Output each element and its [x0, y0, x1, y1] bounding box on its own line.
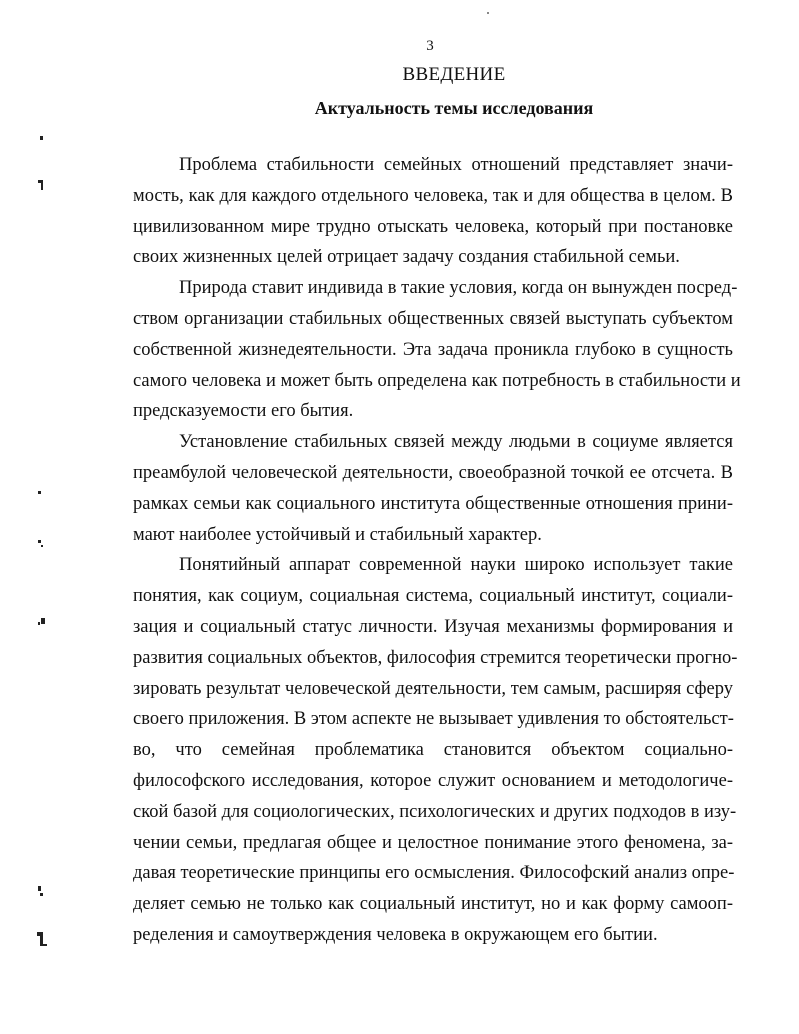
text-line: зация и социальный статус личности. Изучая механизмы формирования и	[133, 616, 733, 637]
binding-mark	[41, 618, 45, 624]
text-line: цивилизованном мире трудно отыскать человека, который при постановке	[133, 216, 733, 237]
text-line: рамках семьи как социального института общественные отношения прини-	[133, 493, 733, 514]
text-line: предсказуемости его бытия.	[133, 401, 354, 422]
section-subtitle: Актуальность темы исследования	[314, 98, 594, 118]
binding-mark	[40, 136, 43, 140]
binding-mark	[41, 545, 43, 547]
binding-mark	[38, 622, 40, 625]
binding-mark	[40, 893, 43, 896]
binding-mark	[41, 183, 43, 190]
text-line: Природа ставит индивида в такие условия, когда он вынужден посред-	[179, 278, 738, 299]
text-line: Установление стабильных связей между людьми в социуме является	[179, 432, 733, 453]
text-line: мают наиболее устойчивый и стабильный характер.	[133, 524, 542, 545]
paragraph-1	[133, 150, 733, 273]
text-line: зировать результат человеческой деятельности, тем самым, расширяя сферу	[133, 678, 733, 699]
text-line: своего приложения. В этом аспекте не вызывает удивления то обстоятельст-	[133, 709, 734, 730]
text-line: мость, как для каждого отдельного человека, так и для общества в целом. В	[133, 185, 733, 206]
paragraph-4	[133, 550, 738, 950]
text-line: развития социальных объектов, философия стремится теоретически прогно-	[133, 647, 738, 668]
text-line: понятия, как социум, социальная система, социальный институт, социали-	[133, 586, 733, 607]
text-line: во, что семейная проблематика становится объектом социально-	[133, 740, 733, 761]
text-line: Понятийный аппарат современной науки широко использует такие	[179, 555, 733, 576]
scan-speck	[487, 12, 489, 14]
body-text	[133, 150, 741, 951]
text-line: ством организации стабильных общественных связей выступать субъектом	[133, 308, 733, 329]
text-line: Проблема стабильности семейных отношений представляет значи-	[179, 155, 733, 175]
text-line: ской базой для социологических, психологических и других подходов в изу-	[133, 801, 737, 822]
binding-mark	[38, 491, 41, 494]
page-title: ВВЕДЕНИЕ	[402, 64, 506, 85]
text-line: самого человека и может быть определена как потребность в стабильности и	[133, 370, 741, 391]
binding-mark	[38, 886, 41, 891]
text-line: деляет семью не только как социальный институт, но и как форму самооп-	[133, 894, 733, 915]
text-line: давая теоретические принципы его осмысления. Философский анализ опре-	[133, 863, 735, 884]
page-number: 3	[426, 38, 434, 54]
text-line: своих жизненных целей отрицает задачу создания стабильной семьи.	[133, 247, 680, 268]
text-line: ределения и самоутверждения человека в окружающем его бытии.	[133, 924, 658, 945]
text-line: философского исследования, которое служит основанием и методологиче-	[133, 770, 733, 791]
binding-mark	[38, 540, 41, 543]
text-line: чении семьи, предлагая общее и целостное понимание этого феномена, за-	[133, 832, 733, 853]
paragraph-2	[133, 273, 741, 427]
text-line: преамбулой человеческой деятельности, своеобразной точкой ее отсчета. В	[133, 462, 733, 483]
text-line: собственной жизнедеятельности. Эта задача проникла глубоко в сущность	[133, 339, 733, 360]
binding-mark	[43, 944, 47, 946]
paragraph-3	[133, 427, 733, 550]
